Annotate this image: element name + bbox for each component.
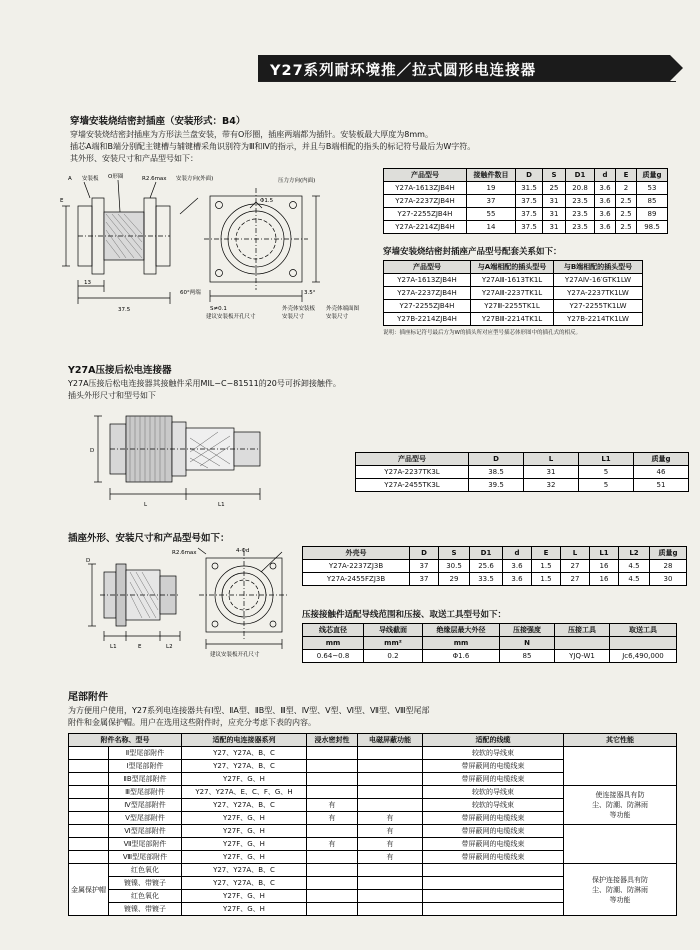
cell: Jc6,490,000 <box>610 650 677 663</box>
cell: 25 <box>543 182 566 195</box>
cell: 16 <box>590 560 619 573</box>
col-model: 产品型号 <box>356 453 469 466</box>
cell: 25.6 <box>470 560 503 573</box>
cell: 98.5 <box>637 221 668 234</box>
cell: 带屏蔽网的电缆线束 <box>423 838 564 851</box>
cell: 镀镍、带镀子 <box>109 903 182 916</box>
cell <box>423 877 564 890</box>
cell: Y27F、G、H <box>182 851 307 864</box>
svg-text:4-Φd: 4-Φd <box>236 548 250 554</box>
cell: Y27、Y27A、B、C <box>182 799 307 812</box>
crimp-tool-table <box>302 623 677 663</box>
cell: 3.6 <box>503 560 532 573</box>
unit-blank2 <box>610 637 677 650</box>
section2-para-1: Y27A压接后松电连接器其接触件采用MIL−C−81511的20号可拆卸接触件。 <box>68 379 341 388</box>
cell: 2.5 <box>616 208 637 221</box>
table-row <box>384 300 643 313</box>
cell: 53 <box>637 182 668 195</box>
svg-text:3.5°: 3.5° <box>304 290 316 296</box>
svg-text:L2: L2 <box>166 644 173 650</box>
cell: 19 <box>467 182 516 195</box>
cell: 带屏蔽网的电缆线束 <box>423 825 564 838</box>
col-s: S <box>543 169 566 182</box>
cell <box>307 864 358 877</box>
svg-text:60°两端: 60°两端 <box>180 290 201 296</box>
cell: Y27F、G、H <box>182 812 307 825</box>
svg-text:D: D <box>90 448 95 454</box>
col-model: 产品型号 <box>384 169 467 182</box>
cell: Y27F、G、H <box>182 825 307 838</box>
cell: 3.6 <box>595 195 616 208</box>
col-contacts: 接触件数目 <box>467 169 516 182</box>
cell <box>564 825 677 864</box>
cell: 23.5 <box>566 221 595 234</box>
svg-text:安装板: 安装板 <box>82 176 99 182</box>
col-series: 适配的电连接器系列 <box>182 734 307 747</box>
cell: 较软的导线束 <box>423 799 564 812</box>
cell: 23.5 <box>566 208 595 221</box>
section5-para-2: 附件和金属保护帽。用户在选用这些附件时，应充分考虑下表的内容。 <box>68 718 316 727</box>
section5-para-1: 为方便用户使用，Y27系列电连接器共有Ⅰ型、ⅡA型、ⅡB型、Ⅲ型、Ⅳ型、Ⅴ型、Ⅵ型、Ⅶ型、Ⅷ型尾部 <box>68 706 430 715</box>
cell: 带屏蔽网的电缆线束 <box>423 851 564 864</box>
cell-group <box>69 825 109 838</box>
table-row <box>384 208 668 221</box>
cell: Ⅲ型尾部附件 <box>109 786 182 799</box>
cell: 28 <box>650 560 687 573</box>
cell <box>307 903 358 916</box>
table-header-row <box>356 453 689 466</box>
cell <box>358 864 423 877</box>
unit-mm-od: mm <box>423 637 500 650</box>
cell: 2 <box>616 182 637 195</box>
cell: Ⅳ型尾部附件 <box>109 799 182 812</box>
unit-n: N <box>500 637 555 650</box>
col-dd: d <box>503 547 532 560</box>
drawing-plug-outline <box>90 402 320 512</box>
cell: Ⅰ型尾部附件 <box>109 760 182 773</box>
svg-text:37.5: 37.5 <box>118 307 131 313</box>
col-l1: L1 <box>579 453 634 466</box>
col-removal-tool: 取送工具 <box>610 624 677 637</box>
cell: 2.5 <box>616 195 637 208</box>
col-e: E <box>532 547 561 560</box>
cell-group <box>69 812 109 825</box>
cell-group <box>69 851 109 864</box>
sealed-receptacle-table <box>383 168 668 234</box>
unit-mm: mm <box>303 637 364 650</box>
section1-para-2: 插芯A端和B端分别配主键槽与辅键槽采角识别符为Ⅲ和Ⅳ的指示，并且与B端相配的指头的标记符号最后为W字符。 <box>70 142 476 151</box>
cell: 38.5 <box>469 466 524 479</box>
cell: Y27F、G、H <box>182 838 307 851</box>
cell: 51 <box>634 479 689 492</box>
cell: YJQ-W1 <box>555 650 610 663</box>
col-model: 产品型号 <box>384 261 471 274</box>
cell: 27 <box>561 560 590 573</box>
cell: Y27A-2237ZJ3B <box>303 560 410 573</box>
col-dd: d <box>595 169 616 182</box>
cell: 31.5 <box>516 182 543 195</box>
col-watertight: 浸水密封性 <box>307 734 358 747</box>
svg-text:Φ1.5: Φ1.5 <box>260 198 274 204</box>
svg-text:13: 13 <box>84 280 91 286</box>
cell: Y27Ⅲ-2255TK1L <box>471 300 554 313</box>
svg-text:建议安装板开孔尺寸: 建议安装板开孔尺寸 <box>206 314 256 320</box>
cell <box>307 877 358 890</box>
cell: Y27、Y27A、B、C <box>182 864 307 877</box>
col-crimp-tool: 压接工具 <box>555 624 610 637</box>
other-line-2: 尘、防潮、防淋雨 <box>592 801 648 809</box>
cell: Ⅶ型尾部附件 <box>109 838 182 851</box>
cell: Y27、Y27A、B、C <box>182 877 307 890</box>
table-header-row <box>303 624 677 637</box>
section1-heading: 穿墙安装烧结密封插座（安装形式：B4） <box>70 116 246 127</box>
cell-group <box>69 747 109 760</box>
cell <box>307 890 358 903</box>
cell: 有 <box>358 812 423 825</box>
cell: Y27-2255ZJB4H <box>384 208 467 221</box>
cell: 37 <box>410 560 439 573</box>
cell: Y27、Y27A、E、C、F、G、H <box>182 786 307 799</box>
svg-text:E: E <box>60 198 64 204</box>
plug-dimension-table <box>355 452 689 492</box>
svg-text:安装尺寸: 安装尺寸 <box>326 314 349 320</box>
cell <box>423 864 564 877</box>
cell: 30 <box>650 573 687 586</box>
cell: Y27AⅢ-2237TK1L <box>471 287 554 300</box>
svg-text:建议安装板开孔尺寸: 建议安装板开孔尺寸 <box>210 652 260 658</box>
cell: 89 <box>637 208 668 221</box>
col-s: S <box>439 547 470 560</box>
cell: 37 <box>467 195 516 208</box>
cell-group <box>69 760 109 773</box>
svg-text:安装方向(外面): 安装方向(外面) <box>176 176 214 182</box>
cell: ⅡB型尾部附件 <box>109 773 182 786</box>
col-accessory-name: 附件名称、型号 <box>69 734 182 747</box>
drawing-receptacle-outline <box>86 546 306 658</box>
cell <box>358 786 423 799</box>
table-row <box>384 287 643 300</box>
cell: Y27A-1613ZJB4H <box>384 274 471 287</box>
cell: 31 <box>543 195 566 208</box>
page-title: Y27系列耐环境推／拉式圆形电连接器 <box>270 63 537 79</box>
col-b-plug: 与B端相配的插头型号 <box>554 261 643 274</box>
cell <box>358 890 423 903</box>
table-row <box>69 747 677 760</box>
mating-model-table <box>383 260 643 326</box>
table-row <box>384 221 668 234</box>
section2-heading: Y27A压接后松电连接器 <box>68 365 172 376</box>
cell: 红色氧化 <box>109 890 182 903</box>
cell: 20.8 <box>566 182 595 195</box>
cell: Y27A-2237ZJB4H <box>384 195 467 208</box>
cell <box>307 786 358 799</box>
cell: 31 <box>543 221 566 234</box>
cell: Y27F、G、H <box>182 890 307 903</box>
cell-cap-other <box>564 864 677 916</box>
cell: Y27-2255TK1LW <box>554 300 643 313</box>
cell: 31 <box>524 466 579 479</box>
svg-text:L1: L1 <box>110 644 117 650</box>
unit-mm2: mm² <box>364 637 423 650</box>
table-header-row <box>303 547 687 560</box>
cell: 16 <box>590 573 619 586</box>
drawing-sealed-receptacle <box>60 168 370 328</box>
cell <box>358 903 423 916</box>
cell <box>307 760 358 773</box>
cell: 3.6 <box>595 182 616 195</box>
table-row <box>384 313 643 326</box>
accessory-table <box>68 733 677 916</box>
svg-text:外壳体端面图: 外壳体端面图 <box>326 306 360 312</box>
cell: Y27A-2214ZJB4H <box>384 221 467 234</box>
cell: Y27A-2237TK1LW <box>554 287 643 300</box>
cell: Y27F、G、H <box>182 773 307 786</box>
svg-text:压力方向(内面): 压力方向(内面) <box>278 178 316 184</box>
table-row <box>384 195 668 208</box>
cell: 85 <box>500 650 555 663</box>
col-other: 其它性能 <box>564 734 677 747</box>
cell: Y27AⅢ-1613TK1L <box>471 274 554 287</box>
cell: 29 <box>439 573 470 586</box>
cell-group <box>69 786 109 799</box>
cell <box>358 760 423 773</box>
svg-text:R2.6max: R2.6max <box>142 176 167 182</box>
cell: 30.5 <box>439 560 470 573</box>
svg-text:A: A <box>68 176 72 182</box>
cell: 5 <box>579 466 634 479</box>
section5-heading: 尾部附件 <box>68 692 108 703</box>
col-a-plug: 与A端相配的插头型号 <box>471 261 554 274</box>
cell-group <box>69 773 109 786</box>
cell: Y27A-2237TK3L <box>356 466 469 479</box>
cell: 23.5 <box>566 195 595 208</box>
cell <box>423 903 564 916</box>
cell: 37.5 <box>516 208 543 221</box>
table-row <box>303 573 687 586</box>
col-d1: D1 <box>470 547 503 560</box>
cell: 14 <box>467 221 516 234</box>
table-header-row <box>384 261 643 274</box>
table-row <box>69 786 677 799</box>
cell: Ⅱ型尾部附件 <box>109 747 182 760</box>
cell: 85 <box>637 195 668 208</box>
other-line-3: 等功能 <box>609 811 631 819</box>
svg-text:R2.6max: R2.6max <box>172 550 197 556</box>
cell: Φ1.6 <box>423 650 500 663</box>
table-header-row <box>384 169 668 182</box>
cell: 39.5 <box>469 479 524 492</box>
table-row <box>356 466 689 479</box>
col-e: E <box>616 169 637 182</box>
col-weight: 质量g <box>637 169 668 182</box>
cell: Y27A-2455TK3L <box>356 479 469 492</box>
cell <box>358 747 423 760</box>
cell: 33.5 <box>470 573 503 586</box>
unit-blank1 <box>555 637 610 650</box>
cell: 红色氧化 <box>109 864 182 877</box>
table-row <box>69 864 677 877</box>
table-row <box>384 274 643 287</box>
cell: 带屏蔽网的电缆线束 <box>423 812 564 825</box>
cell: 带屏蔽网的电缆线束 <box>423 773 564 786</box>
cell: Y27-2255ZJB4H <box>384 300 471 313</box>
svg-text:S≠0.1: S≠0.1 <box>210 306 227 312</box>
cell: 5 <box>579 479 634 492</box>
cell: Y27BⅢ-2214TK1L <box>471 313 554 326</box>
cell <box>564 747 677 786</box>
cell: Ⅴ型尾部附件 <box>109 812 182 825</box>
cell: Y27、Y27A、B、C <box>182 747 307 760</box>
cell: 37 <box>410 573 439 586</box>
cell: 37.5 <box>516 195 543 208</box>
cell <box>358 773 423 786</box>
col-crimp-strength: 压接强度 <box>500 624 555 637</box>
cell-other-group <box>564 786 677 825</box>
cell: 37.5 <box>516 221 543 234</box>
section3-heading: 插座外形、安装尺寸和产品型号如下： <box>68 533 230 544</box>
table-row <box>303 560 687 573</box>
svg-text:E: E <box>138 644 142 650</box>
cell: 4.5 <box>619 560 650 573</box>
cell: Y27、Y27A、B、C <box>182 760 307 773</box>
cell-group <box>69 799 109 812</box>
col-d: D <box>516 169 543 182</box>
col-d: D <box>410 547 439 560</box>
svg-text:D: D <box>86 558 91 564</box>
cell <box>307 773 358 786</box>
section1b-note: 说明：插座标记符号最后方为W的插头所对应型号插芯体形图中的插孔式的相反。 <box>383 330 581 336</box>
cell: 3.6 <box>503 573 532 586</box>
cell: Y27A-2237ZJB4H <box>384 287 471 300</box>
cell <box>358 877 423 890</box>
section1-para-1: 穿墙安装烧结密封插座为方形法兰盘安装，带有O形圈，插座两端都为插针。安装板最大厚度为8mm。 <box>70 130 433 139</box>
cell: 0.2 <box>364 650 423 663</box>
cell <box>307 851 358 864</box>
col-emi: 电磁屏蔽功能 <box>358 734 423 747</box>
table-row <box>384 182 668 195</box>
cell: 有 <box>307 838 358 851</box>
cell: 有 <box>358 825 423 838</box>
cell: 有 <box>358 851 423 864</box>
cell: 较软的导线束 <box>423 747 564 760</box>
table-header-row <box>69 734 677 747</box>
cap-other-line-2: 尘、防潮、防淋雨 <box>592 885 648 894</box>
header-rule <box>258 81 676 82</box>
section1-para-3: 其外形、安装尺寸和产品型号如下： <box>70 154 198 163</box>
col-l2: L2 <box>619 547 650 560</box>
cell: 3.6 <box>595 208 616 221</box>
table-row <box>303 650 677 663</box>
cell: 1.5 <box>532 560 561 573</box>
col-d: D <box>469 453 524 466</box>
svg-text:外壳体安装板: 外壳体安装板 <box>282 306 316 312</box>
cell <box>307 825 358 838</box>
col-weight: 质量g <box>634 453 689 466</box>
table-subheader-row <box>303 637 677 650</box>
svg-text:O形圈: O形圈 <box>108 174 124 180</box>
cell: 3.6 <box>595 221 616 234</box>
section1b-heading: 穿墙安装烧结密封插座产品型号配套关系如下： <box>383 247 562 257</box>
cell: 31 <box>543 208 566 221</box>
cap-other-line-3: 等功能 <box>609 895 631 904</box>
cell: Y27AⅣ-16′GTK1LW <box>554 274 643 287</box>
section4-heading: 压接接触件适配导线范围和压接、取送工具型号如下： <box>302 610 507 620</box>
col-wire-dia: 线芯直径 <box>303 624 364 637</box>
cell: 2.5 <box>616 221 637 234</box>
cell: Y27B-2214TK1LW <box>554 313 643 326</box>
col-l: L <box>561 547 590 560</box>
cap-other-line-1: 保护连接器具有防 <box>592 875 648 884</box>
cell <box>423 890 564 903</box>
section2-para-2: 插头外形尺寸和型号如下 <box>68 391 156 400</box>
col-l1: L1 <box>590 547 619 560</box>
cell: 有 <box>307 812 358 825</box>
cell: Ⅵ型尾部附件 <box>109 825 182 838</box>
cell: 32 <box>524 479 579 492</box>
page-header <box>0 55 700 83</box>
cell: Y27B-2214ZJB4H <box>384 313 471 326</box>
cell: 镀镍、带镀子 <box>109 877 182 890</box>
svg-text:安装尺寸: 安装尺寸 <box>282 314 305 320</box>
col-wire-area: 导线截面 <box>364 624 423 637</box>
cell: 有 <box>307 799 358 812</box>
cell-group <box>69 838 109 851</box>
cell <box>358 799 423 812</box>
cell: 27 <box>561 573 590 586</box>
svg-text:L: L <box>144 502 148 508</box>
col-shell: 外壳号 <box>303 547 410 560</box>
cell <box>307 747 358 760</box>
cell: 0.64~0.8 <box>303 650 364 663</box>
col-insulation-od: 绝缘层最大外径 <box>423 624 500 637</box>
col-l: L <box>524 453 579 466</box>
cell: Ⅷ型尾部附件 <box>109 851 182 864</box>
col-d1: D1 <box>566 169 595 182</box>
cell: 1.5 <box>532 573 561 586</box>
cell: Y27A-1613ZJB4H <box>384 182 467 195</box>
cell: 带屏蔽网的电缆线束 <box>423 760 564 773</box>
cell: 55 <box>467 208 516 221</box>
cell: 46 <box>634 466 689 479</box>
svg-text:L1: L1 <box>218 502 225 508</box>
other-line-1: 使连接器具有防 <box>595 791 645 799</box>
cell: 较软的导线束 <box>423 786 564 799</box>
cell: 4.5 <box>619 573 650 586</box>
cell: Y27F、G、H <box>182 903 307 916</box>
col-cable: 适配的线缆 <box>423 734 564 747</box>
cell: Y27A-2455FZJ3B <box>303 573 410 586</box>
receptacle-dimension-table <box>302 546 687 586</box>
table-row <box>356 479 689 492</box>
col-weight: 质量g <box>650 547 687 560</box>
cell-cap-group: 金属保护帽 <box>69 864 109 916</box>
table-row <box>69 825 677 838</box>
cell: 有 <box>358 838 423 851</box>
